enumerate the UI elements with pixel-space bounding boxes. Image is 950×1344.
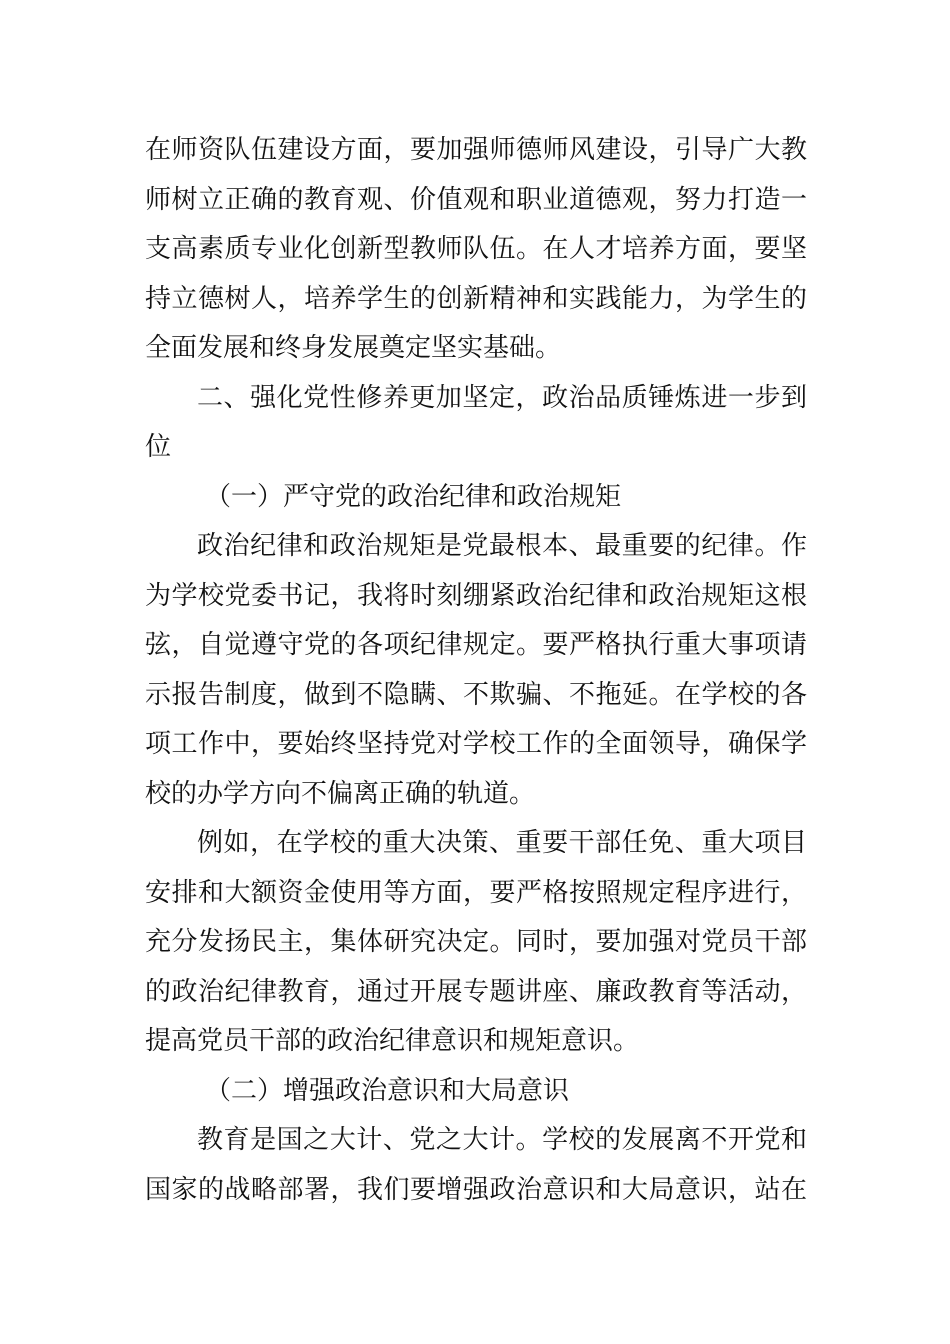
- body-line: 国家的战略部署，我们要增强政治意识和大局意识，站在: [145, 1174, 807, 1205]
- body-line: 校的办学方向不偏离正确的轨道。: [145, 778, 536, 809]
- body-line: 在师资队伍建设方面，要加强师德师风建设，引导广大教: [145, 135, 807, 165]
- body-line: 持立德树人，培养学生的创新精神和实践能力，为学生的: [145, 283, 807, 314]
- section-heading-continuation: 位: [145, 432, 172, 462]
- body-line: 支高素质专业化创新型教师队伍。在人才培养方面，要坚: [145, 234, 807, 264]
- body-line: 例如，在学校的重大决策、重要干部任免、重大项目: [197, 828, 807, 858]
- body-line: 的政治纪律教育，通过开展专题讲座、廉政教育等活动，: [145, 976, 807, 1007]
- body-line: 师树立正确的教育观、价值观和职业道德观，努力打造一: [145, 184, 807, 215]
- body-line: 政治纪律和政治规矩是党最根本、最重要的纪律。作: [197, 531, 807, 561]
- body-line: 弦，自觉遵守党的各项纪律规定。要严格执行重大事项请: [145, 630, 807, 660]
- body-line: 项工作中，要始终坚持党对学校工作的全面领导，确保学: [145, 729, 807, 759]
- body-line: 示报告制度，做到不隐瞒、不欺骗、不拖延。在学校的各: [145, 679, 807, 710]
- body-line: 提高党员干部的政治纪律意识和规矩意识。: [145, 1026, 640, 1056]
- section-heading: 二、强化党性修养更加坚定，政治品质锤炼进一步到: [197, 382, 807, 413]
- document-body: [145, 126, 807, 1215]
- subsection-heading: （二）增强政治意识和大局意识: [205, 1075, 570, 1106]
- body-line: 为学校党委书记，我将时刻绷紧政治纪律和政治规矩这根: [145, 580, 807, 611]
- body-line: 充分发扬民主，集体研究决定。同时，要加强对党员干部: [145, 927, 807, 957]
- body-line: 安排和大额资金使用等方面，要严格按照规定程序进行，: [145, 877, 807, 908]
- body-line: 教育是国之大计、党之大计。学校的发展离不开党和: [197, 1125, 807, 1155]
- subsection-heading: （一）严守党的政治纪律和政治规矩: [205, 481, 622, 512]
- body-line: 全面发展和终身发展奠定坚实基础。: [145, 333, 562, 363]
